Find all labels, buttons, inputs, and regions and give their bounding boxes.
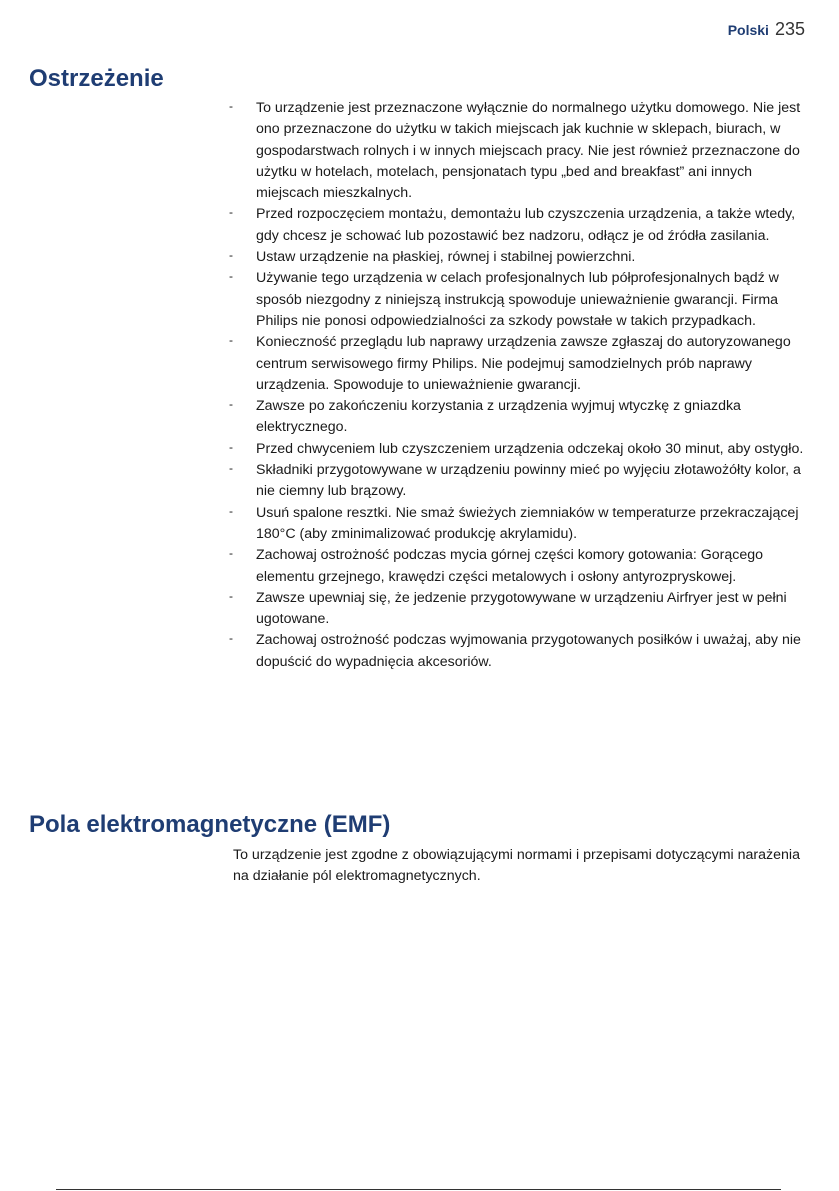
list-item-text: Usuń spalone resztki. Nie smaż świeżych ziemniaków w temperaturze przekraczającej 180°C (aby zminimalizować produkcję akrylamidu). xyxy=(256,504,799,542)
bullet-dash: - xyxy=(229,461,233,476)
list-item xyxy=(229,396,814,439)
bullet-dash: - xyxy=(229,269,233,284)
list-item xyxy=(229,545,814,588)
footer-divider xyxy=(56,1189,781,1190)
list-item-text: Zachowaj ostrożność podczas wyjmowania przygotowanych posiłków i uważaj, aby nie dopuścić do wypadnięcia akcesoriów. xyxy=(256,632,801,670)
language-label: Polski xyxy=(727,22,769,38)
list-item xyxy=(229,98,814,204)
section-title-warning: Ostrzeżenie xyxy=(29,65,164,92)
list-item xyxy=(229,503,814,546)
bullet-dash: - xyxy=(229,248,233,263)
bullet-dash: - xyxy=(229,205,233,220)
bullet-dash: - xyxy=(229,397,233,412)
list-item-text: To urządzenie jest przeznaczone wyłącznie do normalnego użytku domowego. Nie jest ono przeznaczone do użytku w takich miejscach jak kuchnie w sklepach, biurach, w gospodarstwach rolnych i w innych miejscach pracy. Nie jest również przeznaczone do użytku w hotelach, motelach, pensjonatach typu „bed and breakfast” ani innych miejscach mieszkalnych. xyxy=(256,100,801,202)
list-item-text: Zawsze po zakończeniu korzystania z urządzenia wyjmuj wtyczkę z gniazdka elektrycznego. xyxy=(256,398,741,436)
list-item-text: Używanie tego urządzenia w celach profesjonalnych lub półprofesjonalnych bądź w sposób niezgodny z niniejszą instrukcją spowoduje unieważnienie gwarancji. Firma Philips nie ponosi odpowiedzialności za szkody powstałe w takich przypadkach. xyxy=(256,270,779,329)
list-item xyxy=(229,630,814,673)
list-item xyxy=(229,268,814,332)
bullet-dash: - xyxy=(229,631,233,646)
list-item xyxy=(229,588,814,631)
list-item xyxy=(229,204,814,247)
bullet-dash: - xyxy=(229,546,233,561)
list-item-text: Przed rozpoczęciem montażu, demontażu lub czyszczenia urządzenia, a także wtedy, gdy chcesz je schować lub pozostawić bez nadzoru, odłącz je od źródła zasilania. xyxy=(256,206,796,244)
list-item-text: Składniki przygotowywane w urządzeniu powinny mieć po wyjęciu złotawożółty kolor, a nie ciemny lub brązowy. xyxy=(256,462,801,500)
list-item-text: Zachowaj ostrożność podczas mycia górnej części komory gotowania: Gorącego elementu grzejnego, krawędzi części metalowych i osłony antyrozpryskowej. xyxy=(256,547,764,585)
emf-paragraph: To urządzenie jest zgodne z obowiązującymi normami i przepisami dotyczącymi narażenia na działanie pól elektromagnetycznych. xyxy=(233,847,800,885)
warning-list xyxy=(229,98,814,673)
list-item xyxy=(229,439,814,460)
list-item-text: Konieczność przeglądu lub naprawy urządzenia zawsze zgłaszaj do autoryzowanego centrum serwisowego firmy Philips. Nie podejmuj samodzielnych prób naprawy urządzenia. Spowoduje to unieważnienie gwarancji. xyxy=(256,334,791,393)
bullet-dash: - xyxy=(229,99,233,113)
section-title-emf: Pola elektromagnetyczne (EMF) xyxy=(29,811,391,838)
list-item xyxy=(229,247,814,268)
list-item-text: Zawsze upewniaj się, że jedzenie przygotowywane w urządzeniu Airfryer jest w pełni ugotowane. xyxy=(256,589,787,628)
bullet-dash: - xyxy=(229,588,233,603)
list-item xyxy=(229,460,814,503)
list-item xyxy=(229,332,814,396)
list-item-text: Ustaw urządzenie na płaskiej, równej i stabilnej powierzchni. xyxy=(256,249,636,266)
list-item-text: Przed chwyceniem lub czyszczeniem urządzenia odczekaj około 30 minut, aby ostygło. xyxy=(256,440,804,457)
bullet-dash: - xyxy=(229,333,233,348)
page-header xyxy=(728,19,805,40)
page-number: 235 xyxy=(774,19,805,39)
bullet-dash: - xyxy=(229,503,233,518)
bullet-dash: - xyxy=(229,439,233,454)
